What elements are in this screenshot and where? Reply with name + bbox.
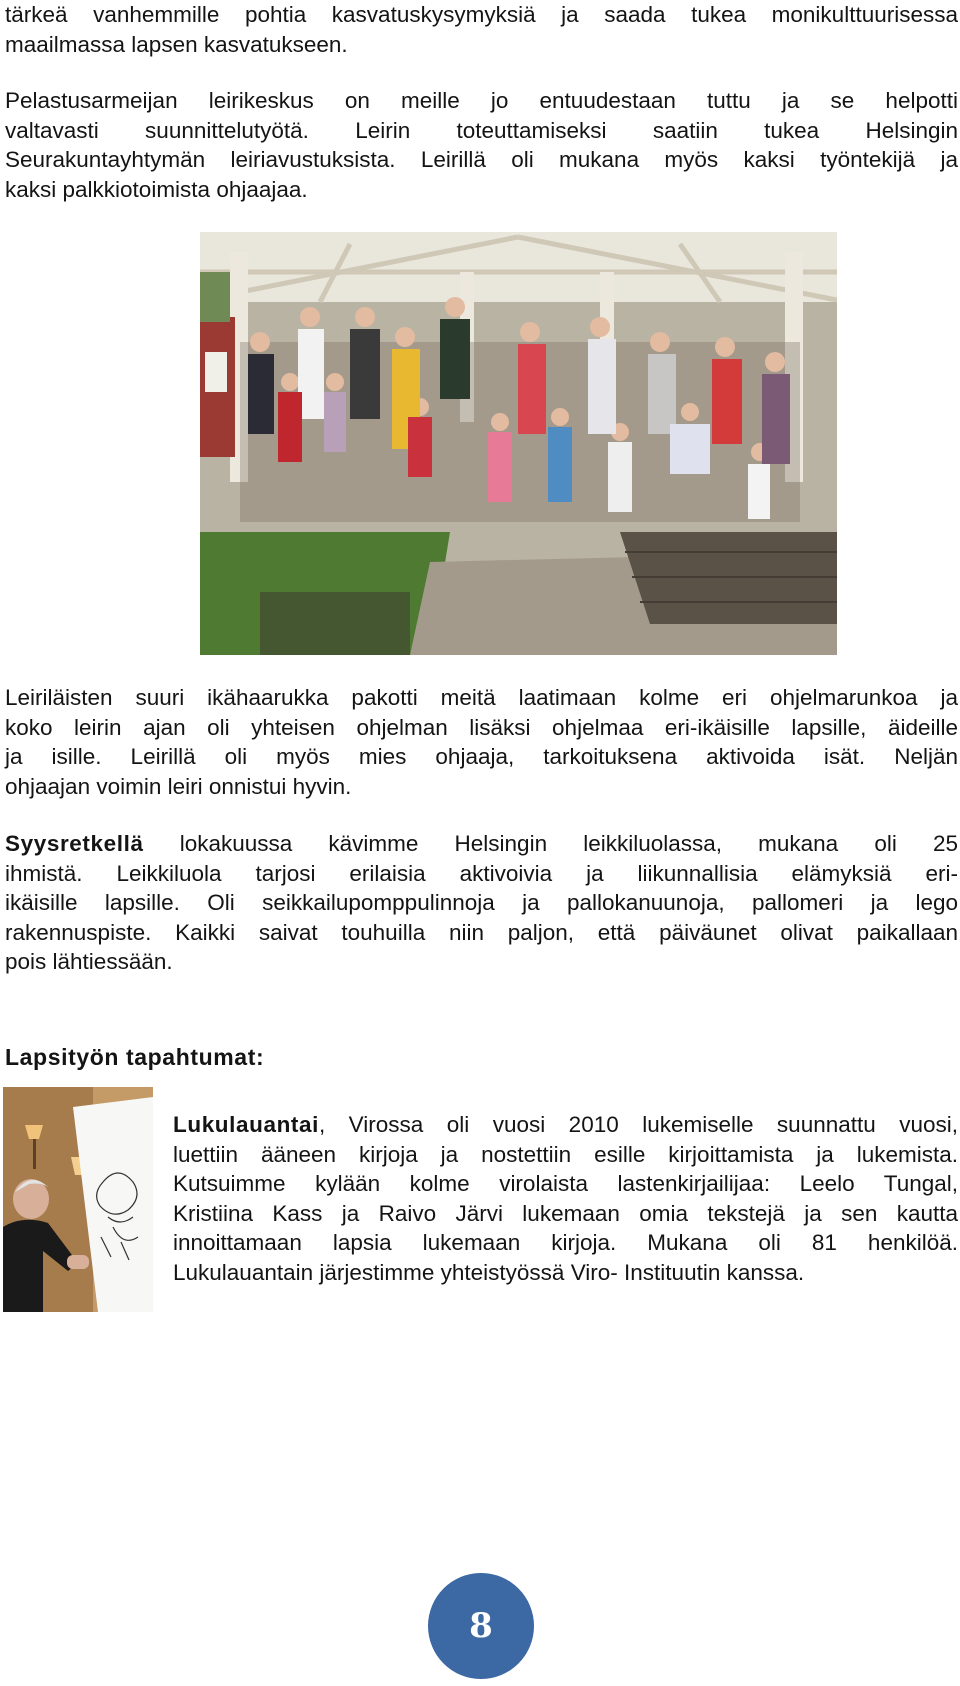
page-number-badge xyxy=(428,1573,534,1679)
text-line: ihmistä. Leikkiluola tarjosi erilaisia aktivoivia ja liikunnallisia elämyksiä eri- xyxy=(5,860,958,886)
text-line: kaksi palkkiotoimista ohjaajaa. xyxy=(5,176,308,202)
artist-photo-illustration xyxy=(3,1087,153,1312)
age-range-paragraph xyxy=(5,683,958,801)
text-line: ohjaajan voimin leiri onnistui hyvin. xyxy=(5,773,352,799)
reading-day-paragraph xyxy=(173,1110,958,1287)
text-line: valtavasti suunnittelutyötä. Leirin toteuttamiseksi saatiin tukea Helsingin xyxy=(5,117,958,143)
text-line xyxy=(5,829,958,859)
text-line: luettiin ääneen kirjoja ja nostettiin esille kirjoittamista ja lukemista. xyxy=(173,1141,958,1167)
section-heading: Lapsityön tapahtumat: xyxy=(5,1044,265,1070)
text-line: Lukulauantain järjestimme yhteistyössä Viro- Instituutin kanssa. xyxy=(173,1259,805,1285)
text-line: Kristiina Kass ja Raivo Järvi lukemaan omia tekstejä ja sen kautta xyxy=(173,1200,958,1226)
text-line: tärkeä vanhemmille pohtia kasvatuskysymyksiä ja saada tukea monikulttuurisessa xyxy=(5,2,958,27)
autumn-trip-title: Syysretkellä xyxy=(5,831,144,856)
camp-paragraph xyxy=(5,86,958,204)
artist-photo xyxy=(3,1087,153,1312)
text-line: Kutsuimme kylään kolme virolaista lastenkirjailijaa: Leelo Tungal, xyxy=(173,1171,958,1196)
reading-day-title: Lukulauantai xyxy=(173,1112,319,1137)
text-line: ja isille. Leirillä oli myös mies ohjaaja, tarkoituksena aktivoida isät. Neljän xyxy=(5,744,958,769)
autumn-trip-first-line: lokakuussa kävimme Helsingin leikkiluolassa, mukana oli 25 xyxy=(143,831,958,856)
text-line: Leiriläisten suuri ikähaarukka pakotti meitä laatimaan kolme eri ohjelmarunkoa ja xyxy=(5,685,958,710)
page-number: 8 xyxy=(469,1606,493,1646)
text-line: koko leirin ajan oli yhteisen ohjelman lisäksi ohjelmaa eri-ikäisille lapsille, äideille xyxy=(5,714,958,740)
text-line: rakennuspiste. Kaikki saivat touhuilla niin paljon, että päiväunet olivat paikallaan xyxy=(5,919,958,945)
reading-day-first-line: , Virossa oli vuosi 2010 lukemiselle suunnattu vuosi, xyxy=(318,1112,958,1137)
autumn-trip-paragraph xyxy=(5,829,958,977)
group-photo xyxy=(200,232,837,655)
text-line: pois lähtiessään. xyxy=(5,949,173,974)
intro-paragraph xyxy=(5,0,958,59)
text-line xyxy=(173,1110,958,1140)
text-line: Pelastusarmeijan leirikeskus on meille jo entuudestaan tuttu ja se helpotti xyxy=(5,88,958,113)
text-line: Seurakuntayhtymän leiriavustuksista. Leirillä oli mukana myös kaksi työntekijä ja xyxy=(5,147,958,172)
text-line: ikäisille lapsille. Oli seikkailupomppulinnoja ja pallokanuunoja, pallomeri ja lego xyxy=(5,890,958,915)
group-photo-illustration xyxy=(200,232,837,655)
text-line: innoittamaan lapsia lukemaan kirjoja. Mukana oli 81 henkilöä. xyxy=(173,1230,958,1255)
text-line: maailmassa lapsen kasvatukseen. xyxy=(5,31,348,57)
